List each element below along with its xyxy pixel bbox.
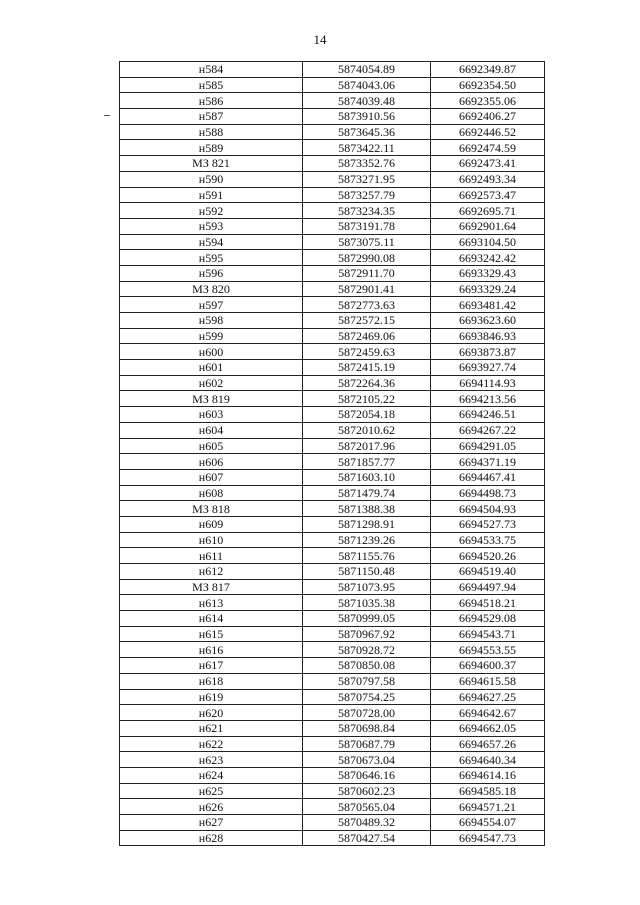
x-coordinate-cell: 5873271.95 bbox=[303, 171, 431, 187]
y-coordinate-cell: 6694614.16 bbox=[431, 767, 545, 783]
x-coordinate-cell: 5872572.15 bbox=[303, 313, 431, 329]
y-coordinate-cell: 6694527.73 bbox=[431, 516, 545, 532]
table-row bbox=[120, 438, 545, 454]
point-name-cell: н613 bbox=[120, 595, 303, 611]
x-coordinate-cell: 5870797.58 bbox=[303, 673, 431, 689]
x-coordinate-cell: 5870602.23 bbox=[303, 783, 431, 799]
x-coordinate-cell: 5873422.11 bbox=[303, 140, 431, 156]
table-row bbox=[120, 281, 545, 297]
point-name-cell: н605 bbox=[120, 438, 303, 454]
point-name-cell: н585 bbox=[120, 77, 303, 93]
point-name-cell: н594 bbox=[120, 234, 303, 250]
y-coordinate-cell: 6693329.43 bbox=[431, 265, 545, 281]
y-coordinate-cell: 6692406.27 bbox=[431, 109, 545, 125]
point-name-cell: н596 bbox=[120, 265, 303, 281]
x-coordinate-cell: 5870999.05 bbox=[303, 611, 431, 627]
point-name-cell: н623 bbox=[120, 752, 303, 768]
y-coordinate-cell: 6692355.06 bbox=[431, 93, 545, 109]
table-row bbox=[120, 673, 545, 689]
y-coordinate-cell: 6692493.34 bbox=[431, 171, 545, 187]
table-row bbox=[120, 485, 545, 501]
x-coordinate-cell: 5874043.06 bbox=[303, 77, 431, 93]
x-coordinate-cell: 5872911.70 bbox=[303, 265, 431, 281]
y-coordinate-cell: 6692473.41 bbox=[431, 156, 545, 172]
y-coordinate-cell: 6694291.05 bbox=[431, 438, 545, 454]
point-name-cell: МЗ 818 bbox=[120, 501, 303, 517]
point-name-cell: н584 bbox=[120, 62, 303, 78]
y-coordinate-cell: 6694640.34 bbox=[431, 752, 545, 768]
point-name-cell: н601 bbox=[120, 360, 303, 376]
y-coordinate-cell: 6694518.21 bbox=[431, 595, 545, 611]
x-coordinate-cell: 5870728.00 bbox=[303, 705, 431, 721]
table-row bbox=[120, 799, 545, 815]
table-row bbox=[120, 830, 545, 846]
point-name-cell: МЗ 821 bbox=[120, 156, 303, 172]
point-name-cell: н611 bbox=[120, 548, 303, 564]
point-name-cell: н619 bbox=[120, 689, 303, 705]
x-coordinate-cell: 5872901.41 bbox=[303, 281, 431, 297]
point-name-cell: н603 bbox=[120, 407, 303, 423]
x-coordinate-cell: 5874039.48 bbox=[303, 93, 431, 109]
table-row bbox=[120, 783, 545, 799]
table-row bbox=[120, 532, 545, 548]
table-row bbox=[120, 516, 545, 532]
table-row bbox=[120, 548, 545, 564]
x-coordinate-cell: 5871035.38 bbox=[303, 595, 431, 611]
table-row bbox=[120, 767, 545, 783]
y-coordinate-cell: 6692474.59 bbox=[431, 140, 545, 156]
x-coordinate-cell: 5871239.26 bbox=[303, 532, 431, 548]
x-coordinate-cell: 5870673.04 bbox=[303, 752, 431, 768]
y-coordinate-cell: 6694267.22 bbox=[431, 422, 545, 438]
x-coordinate-cell: 5871150.48 bbox=[303, 564, 431, 580]
y-coordinate-cell: 6693846.93 bbox=[431, 328, 545, 344]
point-name-cell: н599 bbox=[120, 328, 303, 344]
table-row bbox=[120, 344, 545, 360]
y-coordinate-cell: 6694246.51 bbox=[431, 407, 545, 423]
table-row bbox=[120, 375, 545, 391]
table-row bbox=[120, 626, 545, 642]
point-name-cell: н593 bbox=[120, 218, 303, 234]
y-coordinate-cell: 6692901.64 bbox=[431, 218, 545, 234]
x-coordinate-cell: 5873234.35 bbox=[303, 203, 431, 219]
table-row bbox=[120, 705, 545, 721]
point-name-cell: н588 bbox=[120, 124, 303, 140]
table-row bbox=[120, 77, 545, 93]
x-coordinate-cell: 5870646.16 bbox=[303, 767, 431, 783]
table-row bbox=[120, 736, 545, 752]
x-coordinate-cell: 5870687.79 bbox=[303, 736, 431, 752]
table-row bbox=[120, 469, 545, 485]
y-coordinate-cell: 6692446.52 bbox=[431, 124, 545, 140]
x-coordinate-cell: 5872415.19 bbox=[303, 360, 431, 376]
table-row bbox=[120, 265, 545, 281]
table-row bbox=[120, 689, 545, 705]
table-row bbox=[120, 579, 545, 595]
table-row bbox=[120, 203, 545, 219]
table-row bbox=[120, 62, 545, 78]
point-name-cell: н620 bbox=[120, 705, 303, 721]
y-coordinate-cell: 6694519.40 bbox=[431, 564, 545, 580]
y-coordinate-cell: 6692349.87 bbox=[431, 62, 545, 78]
point-name-cell: н608 bbox=[120, 485, 303, 501]
y-coordinate-cell: 6694467.41 bbox=[431, 469, 545, 485]
table-row bbox=[120, 313, 545, 329]
table-row bbox=[120, 360, 545, 376]
y-coordinate-cell: 6694533.75 bbox=[431, 532, 545, 548]
x-coordinate-cell: 5871603.10 bbox=[303, 469, 431, 485]
point-name-cell: н628 bbox=[120, 830, 303, 846]
y-coordinate-cell: 6694504.93 bbox=[431, 501, 545, 517]
table-row bbox=[120, 93, 545, 109]
y-coordinate-cell: 6694553.55 bbox=[431, 642, 545, 658]
y-coordinate-cell: 6694497.94 bbox=[431, 579, 545, 595]
y-coordinate-cell: 6694585.18 bbox=[431, 783, 545, 799]
y-coordinate-cell: 6694498.73 bbox=[431, 485, 545, 501]
point-name-cell: н617 bbox=[120, 658, 303, 674]
y-coordinate-cell: 6694554.07 bbox=[431, 815, 545, 831]
y-coordinate-cell: 6694662.05 bbox=[431, 720, 545, 736]
y-coordinate-cell: 6694213.56 bbox=[431, 391, 545, 407]
table-row bbox=[120, 454, 545, 470]
point-name-cell: н621 bbox=[120, 720, 303, 736]
y-coordinate-cell: 6692695.71 bbox=[431, 203, 545, 219]
table-row bbox=[120, 752, 545, 768]
table-row bbox=[120, 328, 545, 344]
table-row bbox=[120, 391, 545, 407]
point-name-cell: н616 bbox=[120, 642, 303, 658]
x-coordinate-cell: 5873352.76 bbox=[303, 156, 431, 172]
page-number: 14 bbox=[313, 32, 327, 47]
point-name-cell: н627 bbox=[120, 815, 303, 831]
point-name-cell: н614 bbox=[120, 611, 303, 627]
point-name-cell: н615 bbox=[120, 626, 303, 642]
y-coordinate-cell: 6694114.93 bbox=[431, 375, 545, 391]
x-coordinate-cell: 5873910.56 bbox=[303, 109, 431, 125]
x-coordinate-cell: 5871155.76 bbox=[303, 548, 431, 564]
point-name-cell: н624 bbox=[120, 767, 303, 783]
table-row bbox=[120, 218, 545, 234]
x-coordinate-cell: 5872054.18 bbox=[303, 407, 431, 423]
x-coordinate-cell: 5870489.32 bbox=[303, 815, 431, 831]
point-name-cell: н587 bbox=[120, 109, 303, 125]
table-row bbox=[120, 140, 545, 156]
point-name-cell: н622 bbox=[120, 736, 303, 752]
table-row bbox=[120, 124, 545, 140]
point-name-cell: н609 bbox=[120, 516, 303, 532]
x-coordinate-cell: 5872264.36 bbox=[303, 375, 431, 391]
point-name-cell: н600 bbox=[120, 344, 303, 360]
y-coordinate-cell: 6693873.87 bbox=[431, 344, 545, 360]
point-name-cell: н589 bbox=[120, 140, 303, 156]
table-row bbox=[120, 156, 545, 172]
x-coordinate-cell: 5871479.74 bbox=[303, 485, 431, 501]
y-coordinate-cell: 6693623.60 bbox=[431, 313, 545, 329]
coordinates-table bbox=[119, 61, 545, 846]
table-row bbox=[120, 171, 545, 187]
x-coordinate-cell: 5873645.36 bbox=[303, 124, 431, 140]
point-name-cell: н586 bbox=[120, 93, 303, 109]
point-name-cell: МЗ 817 bbox=[120, 579, 303, 595]
coordinates-table-container bbox=[119, 61, 545, 846]
x-coordinate-cell: 5872105.22 bbox=[303, 391, 431, 407]
table-row bbox=[120, 297, 545, 313]
y-coordinate-cell: 6694520.26 bbox=[431, 548, 545, 564]
table-row bbox=[120, 187, 545, 203]
point-name-cell: МЗ 820 bbox=[120, 281, 303, 297]
x-coordinate-cell: 5872469.06 bbox=[303, 328, 431, 344]
x-coordinate-cell: 5872017.96 bbox=[303, 438, 431, 454]
y-coordinate-cell: 6693329.24 bbox=[431, 281, 545, 297]
x-coordinate-cell: 5873257.79 bbox=[303, 187, 431, 203]
y-coordinate-cell: 6694642.67 bbox=[431, 705, 545, 721]
table-row bbox=[120, 815, 545, 831]
margin-mark bbox=[104, 115, 110, 116]
table-row bbox=[120, 564, 545, 580]
x-coordinate-cell: 5870928.72 bbox=[303, 642, 431, 658]
point-name-cell: н591 bbox=[120, 187, 303, 203]
point-name-cell: н618 bbox=[120, 673, 303, 689]
table-row bbox=[120, 642, 545, 658]
y-coordinate-cell: 6694571.21 bbox=[431, 799, 545, 815]
point-name-cell: н592 bbox=[120, 203, 303, 219]
point-name-cell: н625 bbox=[120, 783, 303, 799]
x-coordinate-cell: 5871857.77 bbox=[303, 454, 431, 470]
point-name-cell: н612 bbox=[120, 564, 303, 580]
table-row bbox=[120, 234, 545, 250]
x-coordinate-cell: 5871073.95 bbox=[303, 579, 431, 595]
table-row bbox=[120, 109, 545, 125]
point-name-cell: н590 bbox=[120, 171, 303, 187]
point-name-cell: н604 bbox=[120, 422, 303, 438]
point-name-cell: МЗ 819 bbox=[120, 391, 303, 407]
y-coordinate-cell: 6693242.42 bbox=[431, 250, 545, 266]
y-coordinate-cell: 6694600.37 bbox=[431, 658, 545, 674]
point-name-cell: н610 bbox=[120, 532, 303, 548]
table-row bbox=[120, 501, 545, 517]
point-name-cell: н602 bbox=[120, 375, 303, 391]
y-coordinate-cell: 6692354.50 bbox=[431, 77, 545, 93]
x-coordinate-cell: 5872459.63 bbox=[303, 344, 431, 360]
y-coordinate-cell: 6694615.58 bbox=[431, 673, 545, 689]
x-coordinate-cell: 5872010.62 bbox=[303, 422, 431, 438]
point-name-cell: н626 bbox=[120, 799, 303, 815]
point-name-cell: н607 bbox=[120, 469, 303, 485]
coordinates-table-body bbox=[120, 62, 545, 846]
y-coordinate-cell: 6692573.47 bbox=[431, 187, 545, 203]
y-coordinate-cell: 6693927.74 bbox=[431, 360, 545, 376]
x-coordinate-cell: 5870850.08 bbox=[303, 658, 431, 674]
x-coordinate-cell: 5873191.78 bbox=[303, 218, 431, 234]
y-coordinate-cell: 6693104.50 bbox=[431, 234, 545, 250]
table-row bbox=[120, 720, 545, 736]
x-coordinate-cell: 5872773.63 bbox=[303, 297, 431, 313]
y-coordinate-cell: 6694529.08 bbox=[431, 611, 545, 627]
point-name-cell: н597 bbox=[120, 297, 303, 313]
point-name-cell: н606 bbox=[120, 454, 303, 470]
x-coordinate-cell: 5871298.91 bbox=[303, 516, 431, 532]
point-name-cell: н598 bbox=[120, 313, 303, 329]
x-coordinate-cell: 5870427.54 bbox=[303, 830, 431, 846]
x-coordinate-cell: 5871388.38 bbox=[303, 501, 431, 517]
x-coordinate-cell: 5870967.92 bbox=[303, 626, 431, 642]
x-coordinate-cell: 5872990.08 bbox=[303, 250, 431, 266]
table-row bbox=[120, 658, 545, 674]
y-coordinate-cell: 6694657.26 bbox=[431, 736, 545, 752]
y-coordinate-cell: 6694543.71 bbox=[431, 626, 545, 642]
y-coordinate-cell: 6694627.25 bbox=[431, 689, 545, 705]
table-row bbox=[120, 595, 545, 611]
table-row bbox=[120, 407, 545, 423]
table-row bbox=[120, 250, 545, 266]
x-coordinate-cell: 5870698.84 bbox=[303, 720, 431, 736]
point-name-cell: н595 bbox=[120, 250, 303, 266]
x-coordinate-cell: 5874054.89 bbox=[303, 62, 431, 78]
table-row bbox=[120, 422, 545, 438]
y-coordinate-cell: 6694371.19 bbox=[431, 454, 545, 470]
x-coordinate-cell: 5870565.04 bbox=[303, 799, 431, 815]
y-coordinate-cell: 6693481.42 bbox=[431, 297, 545, 313]
table-row bbox=[120, 611, 545, 627]
x-coordinate-cell: 5870754.25 bbox=[303, 689, 431, 705]
y-coordinate-cell: 6694547.73 bbox=[431, 830, 545, 846]
x-coordinate-cell: 5873075.11 bbox=[303, 234, 431, 250]
